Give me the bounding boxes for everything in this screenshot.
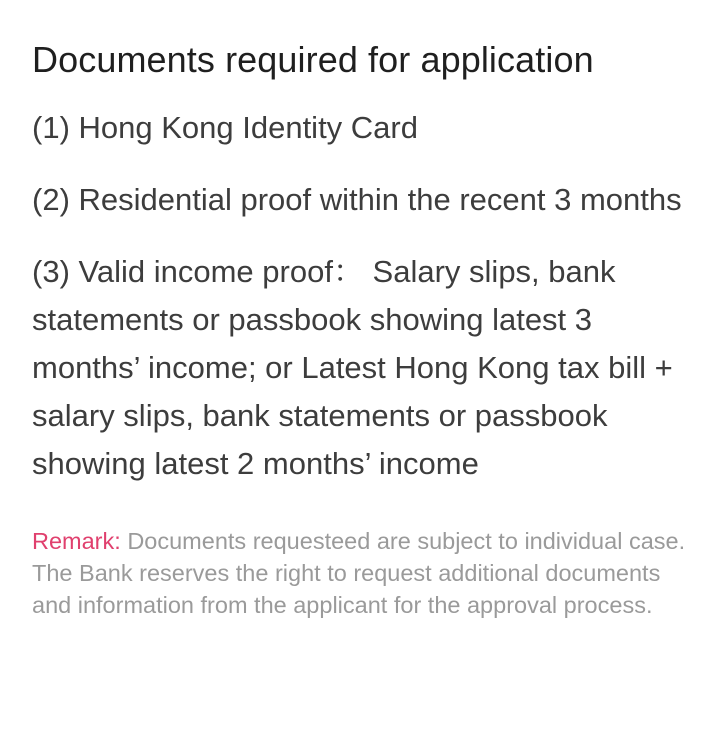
- document-item-hkid: (1) Hong Kong Identity Card: [32, 110, 418, 145]
- remark-text: Documents requesteed are subject to individual case. The Bank reserves the right to request additional documents and information from the applicant for the approval process.: [32, 528, 686, 618]
- remark-label: Remark:: [32, 528, 121, 554]
- document-item-income-proof: (3) Valid income proof： Salary slips, bank statements or passbook showing latest 3 months’ income; or Latest Hong Kong tax bill + salary slips, bank statements or passbook showing latest 2 months’ income: [32, 254, 673, 481]
- document-item-residential-proof: (2) Residential proof within the recent 3 months: [32, 182, 682, 217]
- remark-note: [32, 525, 686, 621]
- page-title: Documents required for application: [32, 39, 594, 80]
- documents-list: [32, 104, 686, 488]
